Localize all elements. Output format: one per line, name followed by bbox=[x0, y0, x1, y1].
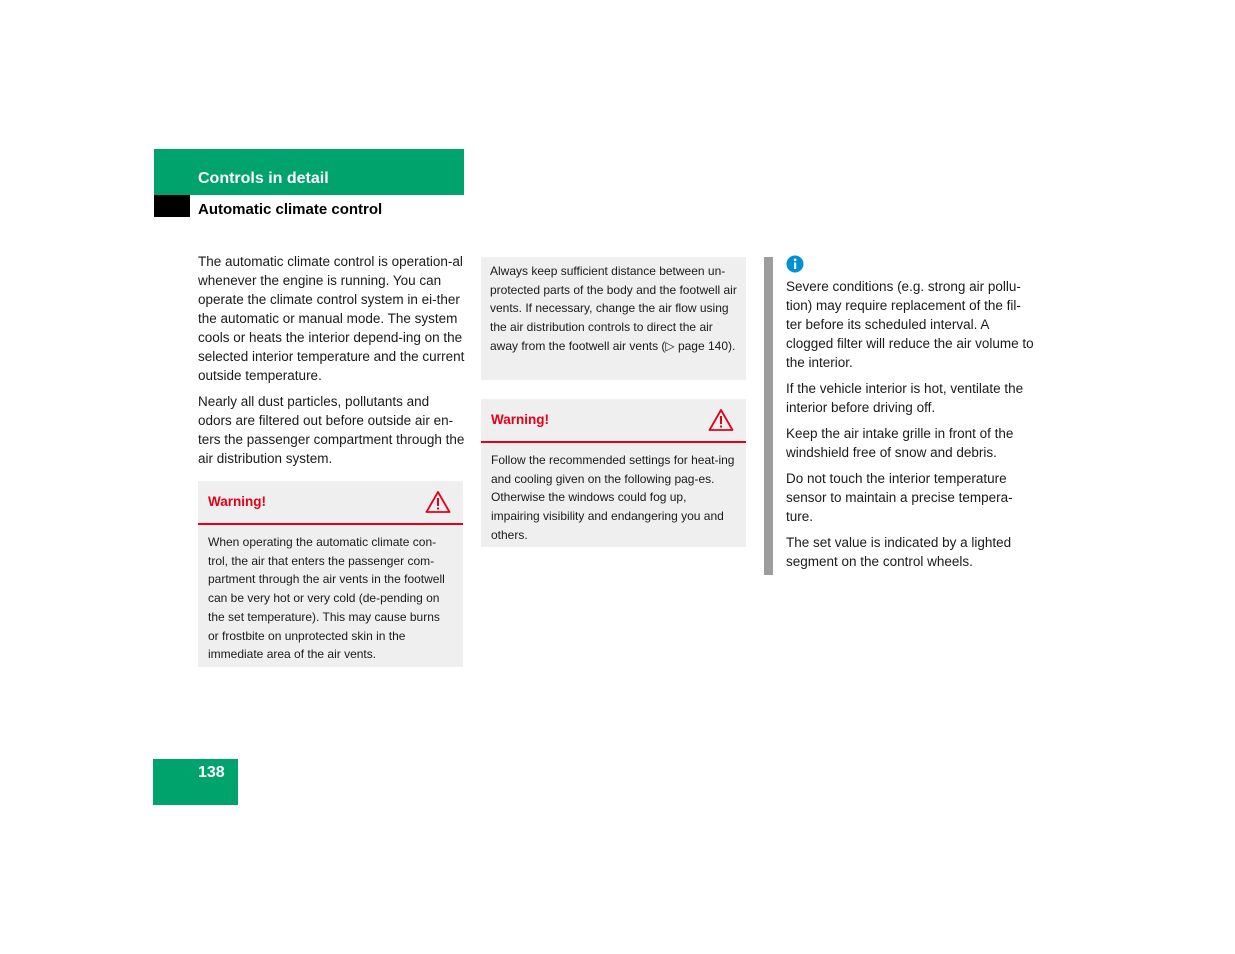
section-title: Controls in detail bbox=[198, 170, 329, 187]
paragraph: Keep the air intake grille in front of the windshield free of snow and debris. bbox=[786, 426, 1014, 460]
warning-text: When operating the automatic climate con-trol, the air that enters the passenger com-partment through the air vents in the footwell can be very hot or very cold (de-pending on the set temperature). This may cause burns or frostbite on unprotected skin in the immediate area of the air vents. bbox=[208, 535, 445, 662]
page-number-box bbox=[153, 759, 238, 805]
note-text: Always keep sufficient distance between un-protected parts of the body and the footwell air vents. If necessary, change the air flow using the air distribution controls to direct the air away from the footwell air vents (▷ page 140). bbox=[490, 264, 737, 353]
paragraph: If the vehicle interior is hot, ventilate the interior before driving off. bbox=[786, 381, 1024, 415]
warning-box bbox=[198, 481, 463, 667]
warning-triangle-icon bbox=[425, 490, 451, 514]
paragraph: The automatic climate control is operation-al whenever the engine is running. You can operate the climate control system in ei-ther the automatic or manual mode. The system cools or heats the interior depend-ing on the selected interior temperature and the current outside temperature. bbox=[198, 254, 465, 383]
warning-box bbox=[481, 399, 746, 547]
warning-title: Warning! bbox=[491, 412, 549, 427]
warning-header bbox=[481, 399, 746, 443]
warning-header bbox=[198, 481, 463, 525]
page-number: 138 bbox=[198, 764, 225, 781]
info-sidebar-bar bbox=[764, 257, 773, 575]
paragraph: Severe conditions (e.g. strong air pollu-tion) may require replacement of the fil-ter before its scheduled interval. A clogged filter will reduce the air volume to the interior. bbox=[786, 279, 1034, 370]
info-icon bbox=[786, 255, 804, 273]
note-box bbox=[481, 257, 746, 380]
warning-triangle-icon bbox=[708, 408, 734, 432]
paragraph: The set value is indicated by a lighted segment on the control wheels. bbox=[786, 535, 1012, 569]
column-1 bbox=[198, 252, 466, 475]
column-3 bbox=[786, 277, 1036, 578]
paragraph: Do not touch the interior temperature sensor to maintain a precise tempera-ture. bbox=[786, 471, 1013, 524]
subsection-marker bbox=[154, 195, 190, 217]
warning-title: Warning! bbox=[208, 494, 266, 509]
subsection-title: Automatic climate control bbox=[198, 201, 383, 218]
warning-text: Follow the recommended settings for heat-ing and cooling given on the following pag-es. Otherwise the windows could fog up, impairing visibility and endangering you and others. bbox=[491, 453, 735, 542]
paragraph: Nearly all dust particles, pollutants and odors are filtered out before outside air en-ters the passenger compartment through the air distribution system. bbox=[198, 394, 465, 466]
